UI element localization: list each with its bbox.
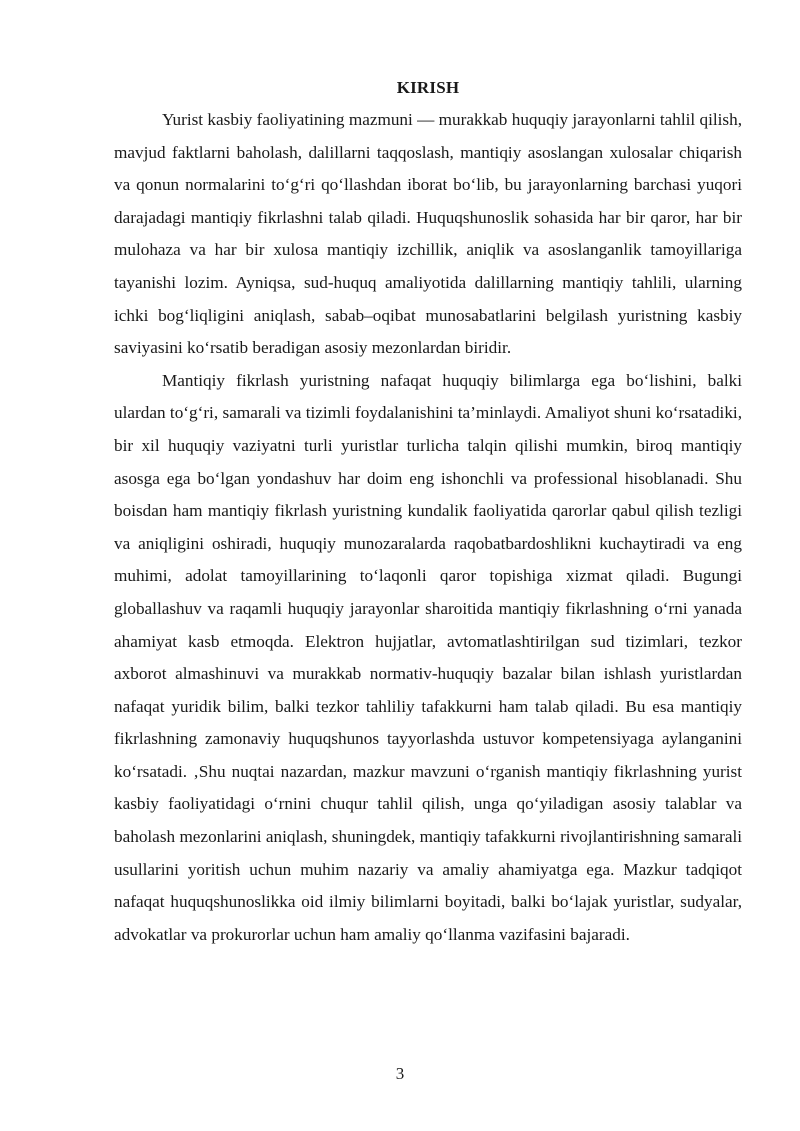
section-heading: KIRISH: [396, 78, 460, 97]
paragraph-1: Yurist kasbiy faoliyatining mazmuni — murakkab huquqiy jarayonlarni tahlil qilish, mavjud faktlarni baholash, dalillarni taqqoslash, mantiqiy asoslangan xulosalar chiqarish va qonun normalarini to‘g‘ri qo‘llashdan iborat bo‘lib, bu jarayonlarning barchasi yuqori darajadagi mantiqiy fikrlashni talab qiladi. Huquqshunoslik sohasida har bir qaror, har bir mulohaza va har bir xulosa mantiqiy izchillik, aniqlik va asoslanganlik tamoyillariga tayanishi lozim. Ayniqsa, sud-huquq amaliyotida dalillarning mantiqiy tahlili, ularning ichki bog‘liqligini aniqlash, sabab–oqibat munosabatlarini belgilash yuristning kasbiy saviyasini ko‘rsatib beradigan asosiy mezonlardan biridir.: [114, 110, 742, 358]
document-body: [114, 74, 742, 951]
page-number: 3: [395, 1064, 405, 1083]
paragraph-2: Mantiqiy fikrlash yuristning nafaqat huquqiy bilimlarga ega bo‘lishini, balki ulardan to‘g‘ri, samarali va tizimli foydalanishini ta’minlaydi. Amaliyot shuni ko‘rsatadiki, bir xil huquqiy vaziyatni turli yuristlar turlicha talqin qilishi mumkin, biroq mantiqiy asosga ega bo‘lgan yondashuv har doim eng ishonchli va professional hisoblanadi. Shu boisdan ham mantiqiy fikrlash yuristning kundalik faoliyatida qarorlar qabul qilish tezligi va aniqligini oshiradi, huquqiy munozaralarda raqobatbardoshlikni kuchaytiradi va eng muhimi, adolat tamoyillarining to‘laqonli qaror topishiga xizmat qiladi. Bugungi globallashuv va raqamli huquqiy jarayonlar sharoitida mantiqiy fikrlashning o‘rni yanada ahamiyat kasb etmoqda. Elektron hujjatlar, avtomatlashtirilgan sud tizimlari, tezkor axborot almashinuvi va murakkab normativ-huquqiy bazalar bilan ishlash yuristlardan nafaqat yuridik bilim, balki tezkor tahliliy tafakkurni ham talab qiladi. Bu esa mantiqiy fikrlashning zamonaviy huquqshunos tayyorlashda ustuvor kompetensiyaga aylanganini ko‘rsatadi. ‚Shu nuqtai nazardan, mazkur mavzuni o‘rganish mantiqiy fikrlashning yurist kasbiy faoliyatidagi o‘rnini chuqur tahlil qilish, unga qo‘yiladigan asosiy talablar va baholash mezonlarini aniqlash, shuningdek, mantiqiy tafakkurni rivojlantirishning samarali usullarini yoritish uchun muhim nazariy va amaliy ahamiyatga ega. Mazkur tadqiqot nafaqat huquqshunoslikka oid ilmiy bilimlarni boyitadi, balki bo‘lajak yuristlar, sudyalar, advokatlar va prokurorlar uchun ham amaliy qo‘llanma vazifasini bajaradi.: [114, 370, 742, 944]
